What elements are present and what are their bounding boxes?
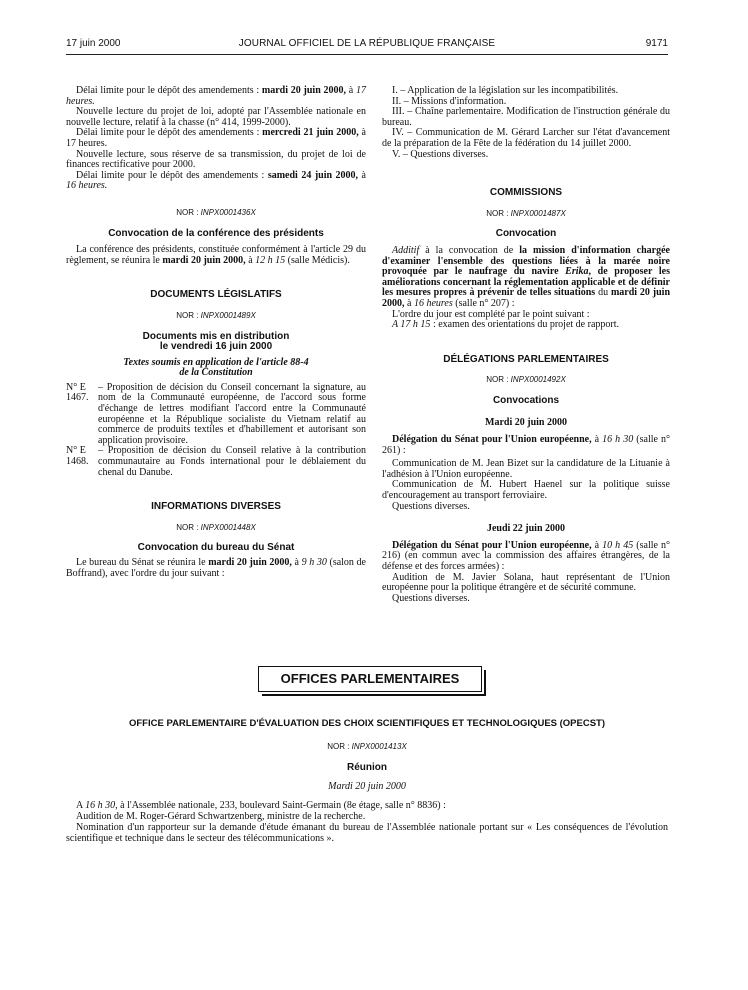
delegation-item: Questions diverses. [392, 592, 470, 604]
delegation-meeting: Délégation du Sénat pour l'Union européenne, à 16 h 30 (salle n° 261) : [382, 434, 670, 456]
nor-reference: NOR : INPX0001448X [176, 522, 256, 532]
convocation-point: A 17 h 15 : examen des orientations du projet de rapport. [392, 319, 619, 331]
amend-deadline-1: Délai limite pour le dépôt des amendements : mardi 20 juin 2000, à 17 heures. [66, 85, 366, 107]
convocation-addendum: L'ordre du jour est complété par le point suivant : [392, 308, 590, 320]
agenda-item: V. – Questions diverses. [392, 148, 489, 160]
page-number: 9171 [645, 38, 668, 49]
delegation-item: Communication de M. Jean Bizet sur la candidature de la Lituanie à l'adhésion à l'Union européenne. [382, 458, 670, 480]
delegation-item: Questions diverses. [392, 500, 470, 512]
right-column [382, 86, 670, 604]
agenda-item: III. – Chaîne parlementaire. Modification de l'instruction générale du bureau. [382, 106, 670, 128]
nor-reference: NOR : INPX0001487X [486, 208, 566, 218]
journal-title: JOURNAL OFFICIEL DE LA RÉPUBLIQUE FRANÇAISE [238, 38, 496, 49]
offices-section [66, 718, 668, 844]
textes-subtitle: Textes soumis en application de l'article 88-4 de la Constitution [123, 356, 309, 379]
agenda-item: I. – Application de la législation sur les incompatibilités. [392, 85, 619, 96]
section-commissions: COMMISSIONS [489, 187, 563, 199]
conference-text: La conférence des présidents, constituée conformément à l'article 29 du règlement, se réunira le mardi 20 juin 2000, à 12 h 15 (salle Médicis). [66, 244, 366, 266]
reunion-item: Audition de M. Roger-Gérard Schwartzenberg, ministre de la recherche. [76, 811, 366, 822]
nor-reference: NOR : INPX0001436X [176, 207, 256, 217]
convocation-title: Convocation [495, 228, 557, 240]
documents-title: Documents mis en distribution le vendredi 16 juin 2000 [142, 330, 290, 353]
chasse-reading: Nouvelle lecture du projet de loi, adopté par l'Assemblée nationale en nouvelle lecture, relatif à la chasse (n° 414, 1999-2000). [66, 106, 366, 128]
reunion-title: Réunion [347, 762, 387, 773]
amend-deadline-2: Délai limite pour le dépôt des amendements : mercredi 21 juin 2000, à 17 heures. [66, 127, 366, 149]
section-delegations: DÉLÉGATIONS PARLEMENTAIRES [443, 353, 609, 365]
convocations-title: Convocations [492, 394, 560, 406]
amend-deadline-3: Délai limite pour le dépôt des amendements : samedi 24 juin 2000, à 16 heures. [66, 169, 366, 192]
agenda-item: II. – Missions d'information. [392, 95, 507, 107]
finances-reading: Nouvelle lecture, sous réserve de sa transmission, du projet de loi de finances rectificative pour 2000. [66, 148, 366, 171]
reunion-item: Nomination d'un rapporteur sur la demande d'étude émanant du bureau de l'Assemblée nationale portant sur « Les conséquences de l'évolution scientifique et technique dans le secteur des télécommunications ». [66, 822, 668, 844]
header-rule [66, 54, 668, 55]
conference-title: Convocation de la conférence des présidents [108, 227, 324, 239]
document-item: N° E 1467. – Proposition de décision du Conseil concernant la signature, au nom de la Communauté européenne, de l'accord sous forme d'échange de lettres modifiant l'accord entre la Communauté européenne et la République socialiste du Vietnam relatif au commerce de produits textiles et d'habillement et autorisant son application provisoire. [66, 381, 366, 446]
agenda-item: IV. – Communication de M. Gérard Larcher sur l'état d'avancement de la préparation de la Fête de la fédération du 14 juillet 2000. [382, 127, 670, 149]
nor-reference: NOR : INPX0001492X [486, 375, 566, 385]
day-heading: Jeudi 22 juin 2000 [486, 523, 566, 535]
document-item: N° E 1468. – Proposition de décision du Conseil relative à la contribution communautaire au Fonds international pour le déblaiement du chenal du Danube. [66, 445, 366, 478]
bureau-text: Le bureau du Sénat se réunira le mardi 20 juin 2000, à 9 h 30 (salon de Boffrand), avec l'ordre du jour suivant : [66, 557, 366, 579]
left-column [66, 86, 366, 579]
header-date: 17 juin 2000 [66, 38, 121, 49]
delegation-meeting: Délégation du Sénat pour l'Union européenne, à 10 h 45 (salle n° 216) (en commun avec la commission des affaires étrangères, de la défense et des forces armées) : [382, 539, 670, 572]
office-title: OFFICE PARLEMENTAIRE D'ÉVALUATION DES CHOIX SCIENTIFIQUES ET TECHNOLOGIQUES (OPECST) [128, 718, 606, 729]
page-header [66, 38, 668, 54]
offices-heading-box: OFFICES PARLEMENTAIRES [258, 666, 482, 692]
nor-reference: NOR : INPX0001413X [327, 742, 407, 751]
convocation-text: Additif à la convocation de la mission d'information chargée d'examiner l'ensemble des questions liées à la marée noire provoquée par le naufrage du navire Erika, de proposer les améliorations concernant la réglementation applicable et de définir les mesures propres à prévenir de telles situations du mardi 20 juin 2000, à 16 heures (salle n° 207) : [382, 244, 671, 309]
delegation-item: Communication de M. Hubert Haenel sur la politique suisse d'encouragement au transport ferroviaire. [382, 479, 670, 502]
reunion-date: Mardi 20 juin 2000 [328, 781, 406, 792]
day-heading: Mardi 20 juin 2000 [485, 417, 567, 429]
reunion-location: A 16 h 30, à l'Assemblée nationale, 233, boulevard Saint-Germain (8e étage, salle n° 8836) : [76, 800, 446, 811]
section-documents-legislatifs: DOCUMENTS LÉGISLATIFS [150, 289, 282, 301]
bureau-title: Convocation du bureau du Sénat [137, 542, 295, 554]
nor-reference: NOR : INPX0001489X [176, 310, 256, 320]
section-informations-diverses: INFORMATIONS DIVERSES [151, 501, 281, 513]
delegation-item: Audition de M. Javier Solana, haut représentant de l'Union européenne pour la politique étrangère et de sécurité commune. [382, 571, 670, 594]
